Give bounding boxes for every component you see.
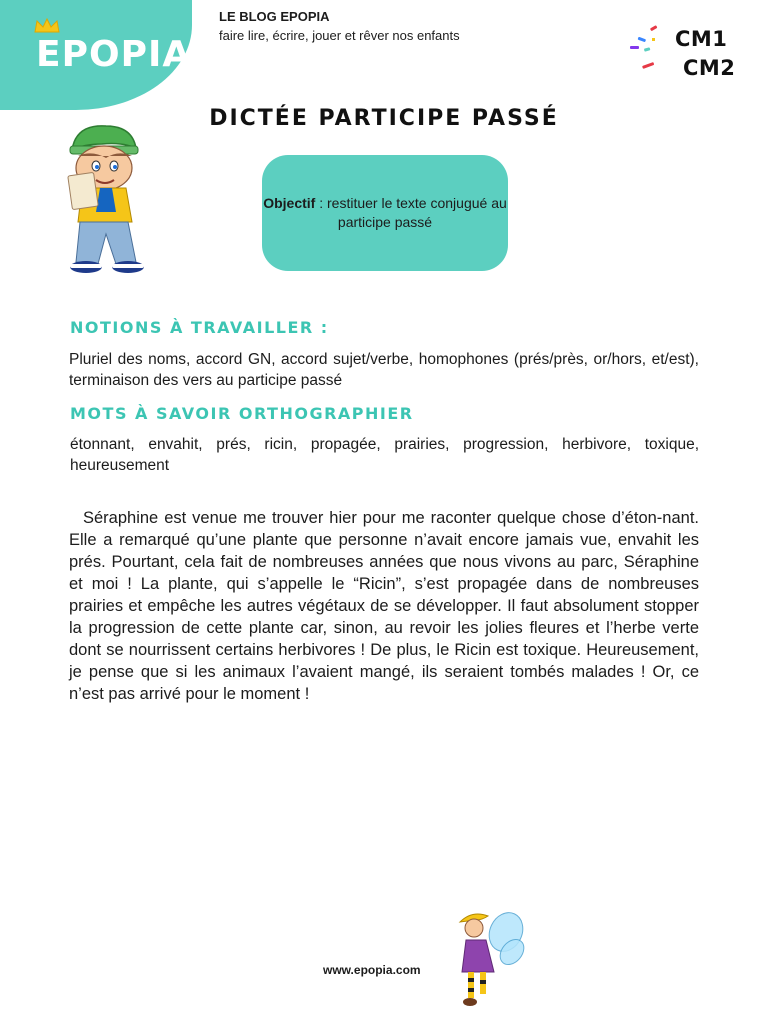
dictation-text: Séraphine est venue me trouver hier pour me raconter quelque chose d’éton-nant. Elle a remarqué qu’une plante que personne n’avait encore jamais vue, envahit les prés. Pourtant, cela fait de nombreuses années que nous vivons au parc, Séraphine et moi ! La plante, qui s’appelle le “Ricin”, s’est propagée dans de nombreuses prairies et empêche les autres végétaux de se développer. Il faut absolument stopper la progression de cette plante car, sinon, au revoir les jolies fleures et l’herbe verte dont se nourrissent certains herbivores ! De plus, le Ricin est toxique. Heureusement, je pense que si les animaux l’avaient mangé, ils seraient tombés malades ! Or, ce n’est pas arrivé pour le moment ! <box>69 509 699 703</box>
objective-box <box>262 155 508 271</box>
objective-description: : restituer le texte conjugué au participe passé <box>315 195 507 230</box>
notions-heading: NOTIONS À TRAVAILLER : <box>70 318 329 337</box>
page-title: DICTÉE PARTICIPE PASSÉ <box>209 106 559 131</box>
boy-reading-illustration <box>62 122 170 277</box>
objective-text <box>262 194 508 232</box>
website-link[interactable]: www.epopia.com <box>323 963 421 977</box>
epopia-logo[interactable]: EPOPIA <box>36 34 192 75</box>
crown-icon <box>34 18 60 34</box>
mots-text: étonnant, envahit, prés, ricin, propagée, prairies, progression, herbivore, toxique, heureusement <box>70 436 699 474</box>
confetti-icon <box>630 24 666 72</box>
grade-cm2: CM2 <box>683 56 736 80</box>
fairy-illustration <box>452 908 528 1008</box>
notions-text: Pluriel des noms, accord GN, accord sujet/verbe, homophones (prés/près, or/hors, et/est), terminaison des vers au participe passé <box>69 351 699 389</box>
mots-heading: MOTS À SAVOIR ORTHOGRAPHIER <box>70 404 414 423</box>
blog-title: LE BLOG EPOPIA <box>219 9 330 24</box>
grade-cm1: CM1 <box>675 27 728 51</box>
blog-subtitle: faire lire, écrire, jouer et rêver nos enfants <box>219 28 460 43</box>
objective-label: Objectif <box>263 195 316 211</box>
